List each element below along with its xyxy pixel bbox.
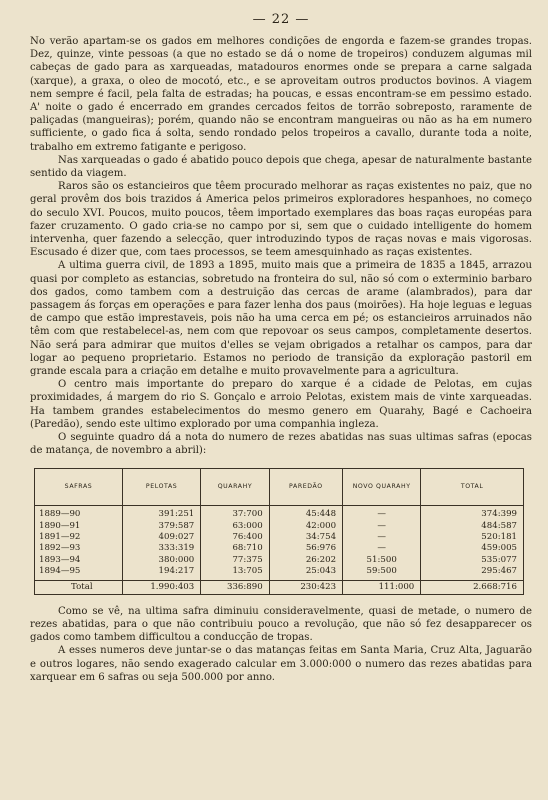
cell-total: 535:077 (421, 554, 524, 565)
cell-safra: 1893—94 (35, 554, 123, 565)
table-row (35, 531, 524, 542)
header-paredao: PAREDÃO (269, 468, 342, 505)
paragraph-3: Raros são os estancieiros que têem procurado melhorar as raças existentes no paiz, que no geral provêm dos bois trazidos á America pelos primeiros exploradores hespanhoes, no começo do seculo XVI. Poucos, muito poucos, têem importado exemplares das boas raças européas para fazer cruzamento. O gado cria-se no campo por si, sem que o cuidado intelligente do homem intervenha, quer fazendo a selecção, quer introduzindo typos de raças novas e mais vigorosas. Escusado é dizer que, com taes processos, se teem amesquinhado as raças existentes. (30, 181, 532, 259)
header-quarahy: QUARAHY (201, 468, 269, 505)
header-pelotas: PELOTAS (123, 468, 201, 505)
table-total-row (35, 580, 524, 594)
cell-novo-quarahy: 59:500 (343, 565, 421, 580)
cell-total-quarahy: 336:890 (201, 580, 269, 594)
paragraph-7: Como se vê, na ultima safra diminuiu consideravelmente, quasi de metade, o numero de rezes abatidas, para o que não contribuiu pouco a revolução, que não só fez desapparecer os gados como tambem difficultou a conducção de tropas. (30, 605, 532, 644)
cell-quarahy: 13:705 (201, 565, 269, 580)
cell-pelotas: 409:027 (123, 531, 201, 542)
cell-total: 374:399 (421, 505, 524, 520)
slaughter-table-container (34, 468, 524, 595)
cell-pelotas: 333:319 (123, 543, 201, 554)
header-novo-quarahy: NOVO QUARAHY (343, 468, 421, 505)
cell-pelotas: 380:000 (123, 554, 201, 565)
cell-quarahy: 77:375 (201, 554, 269, 565)
cell-novo-quarahy: 51:500 (343, 554, 421, 565)
cell-novo-quarahy: — (343, 505, 421, 520)
cell-safra: 1892—93 (35, 543, 123, 554)
cell-pelotas: 194:217 (123, 565, 201, 580)
cell-quarahy: 63:000 (201, 520, 269, 531)
cell-novo-quarahy: — (343, 531, 421, 542)
cell-total-paredao: 230:423 (269, 580, 342, 594)
paragraph-5: O centro mais importante do preparo do xarque é a cidade de Pelotas, em cujas proximidades, á margem do rio S. Gonçalo e arroio Pelotas, existem mais de vinte xarqueadas. Ha tambem grandes estabelecimentos do mesmo genero em Quarahy, Bagé e Cachoeira (Paredão), sendo este ultimo explorado por uma companhia ingleza. (30, 379, 532, 430)
cell-paredao: 42:000 (269, 520, 342, 531)
cell-paredao: 45:448 (269, 505, 342, 520)
paragraph-2: Nas xarqueadas o gado é abatido pouco depois que chega, apesar de naturalmente bastante sentido da viagem. (30, 154, 532, 180)
paragraph-1: No verão apartam-se os gados em melhores condições de engorda e fazem-se grandes tropas. Dez, quinze, vinte pessoas (a que no estado se dá o nome de tropeiros) conduzem algumas mil cabeças de gado para as xarqueadas, matadouros enormes onde se prepara a carne salgada (xarque), a graxa, o oleo de mocotó, etc., e se aproveitam outros productos bovinos. A viagem nem sempre é facil, pela falta de estradas; ha poucas, e essas encontram-se em pessimo estado. A' noite o gado é encerrado em grandes cercados feitos de torrão sobreposto, raramente de paliçadas (mangueiras); porém, quando não se encontram mangueiras ou não as ha em numero sufficiente, o gado fica á solta, sendo rondado pelos tropeiros a cavallo, durante toda a noite, trabalho em extremo fatigante e perigoso. (30, 36, 532, 153)
cell-safra: 1894—95 (35, 565, 123, 580)
cell-quarahy: 37:700 (201, 505, 269, 520)
cell-novo-quarahy: — (343, 520, 421, 531)
header-safras: SAFRAS (35, 468, 123, 505)
table-header-row (35, 468, 524, 505)
cell-total-pelotas: 1.990:403 (123, 580, 201, 594)
cell-total: 520:181 (421, 531, 524, 542)
cell-total: 459:005 (421, 543, 524, 554)
paragraph-4: A ultima guerra civil, de 1893 a 1895, muito mais que a primeira de 1835 a 1845, arrazou quasi por completo as estancias, sobretudo na fronteira do sul, não só com o exterminio barbaro dos gados, como tambem com a destruição das cercas de arame (alambrados), para dar passagem ás forças em operações e para fazer lenha dos paus (moirões). Ha hoje leguas e leguas de campo que estão imprestaveis, pois não ha uma cerca em pé; os estancieiros arruinados não têm com que restabelecel-as, nem com que repovoar os seus campos, completamente desertos. Não será para admirar que muitos d'elles se vejam obrigados a retalhar os campos, para dar logar ao pequeno proprietario. Estamos no periodo de transição da exploração pastoril em grande escala para a criação em detalhe e muito provavelmente para a agricultura. (30, 260, 532, 378)
cell-pelotas: 391:251 (123, 505, 201, 520)
cell-paredao: 56:976 (269, 543, 342, 554)
table-row (35, 565, 524, 580)
cell-paredao: 26:202 (269, 554, 342, 565)
cell-paredao: 34:754 (269, 531, 342, 542)
cell-pelotas: 379:587 (123, 520, 201, 531)
cell-safra: 1891—92 (35, 531, 123, 542)
table-row (35, 505, 524, 520)
slaughter-table (34, 468, 524, 595)
cell-total: 295:467 (421, 565, 524, 580)
paragraph-6: O seguinte quadro dá a nota do numero de rezes abatidas nas suas ultimas safras (epocas de matança, de novembro a abril): (30, 432, 532, 457)
cell-total-novo-quarahy: 111:000 (343, 580, 421, 594)
cell-total-total: 2.668:716 (421, 580, 524, 594)
cell-paredao: 25:043 (269, 565, 342, 580)
cell-total: 484:587 (421, 520, 524, 531)
cell-novo-quarahy: — (343, 543, 421, 554)
paragraph-8: A esses numeros deve juntar-se o das matanças feitas em Santa Maria, Cruz Alta, Jaguarão e outros logares, não sendo exagerado calcular em 3.000:000 o numero das rezes abatidas para xarquear em 6 safras ou seja 500.000 por anno. (30, 645, 532, 683)
page-number: — 22 — (252, 12, 310, 27)
cell-quarahy: 68:710 (201, 543, 269, 554)
cell-total-label: Total (35, 580, 123, 594)
table-row (35, 543, 524, 554)
cell-safra: 1890—91 (35, 520, 123, 531)
cell-quarahy: 76:400 (201, 531, 269, 542)
table-row (35, 554, 524, 565)
cell-safra: 1889—90 (35, 505, 123, 520)
table-row (35, 520, 524, 531)
header-total: TOTAL (421, 468, 524, 505)
